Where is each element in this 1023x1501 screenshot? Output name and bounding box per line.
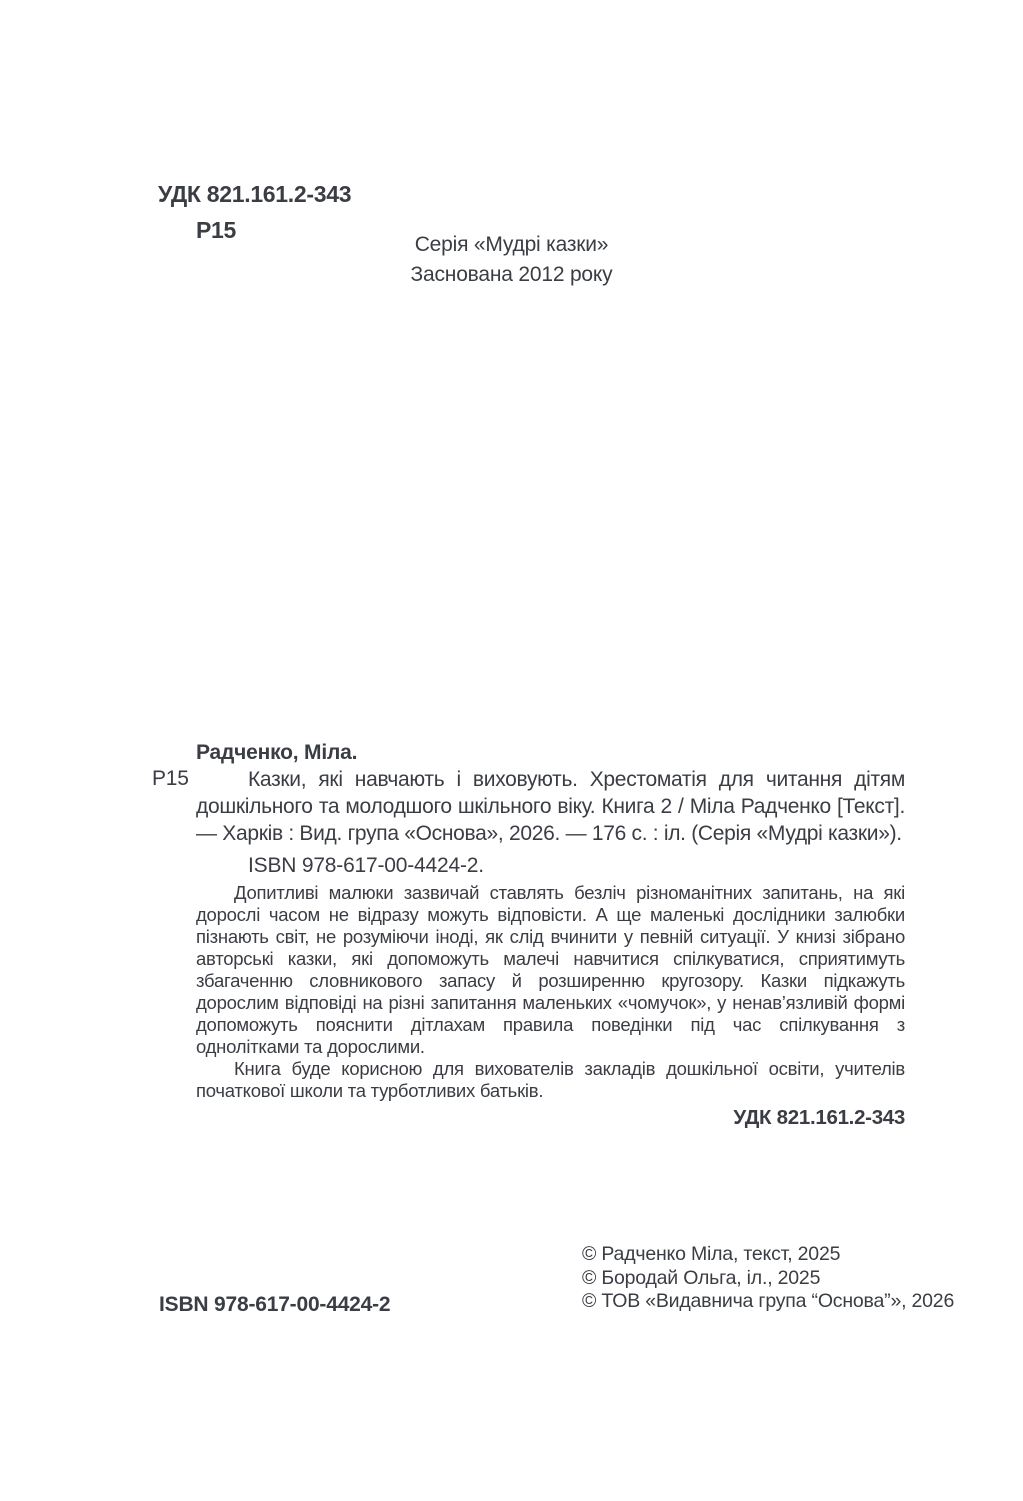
udc-classification-bottom: УДК 821.161.2-343 [733,1106,905,1129]
catalog-card [196,739,905,1130]
author-sign-top: Р15 [196,217,237,243]
series-block [0,230,1023,290]
annotation-paragraph-2: Книга буде корисною для вихователів закладів дошкільної освіти, учителів початкової школи та турботливих батьків. [196,1058,905,1101]
isbn-card-line: ISBN 978-617-00-4424-2. [248,854,484,877]
author-heading: Радченко, Міла. [196,741,358,764]
bibliographic-description: Казки, які навчають і виховують. Хрестоматія для читання дітям дошкільного та молодшого шкільного віку. Книга 2 / Міла Радченко [Текст]. — Харків : Вид. група «Основа», 2026. — 176 с. : іл. (Серія «Мудрі казки»). [196,768,905,845]
copyright-illustrator: © Бородай Ольга, іл., 2025 [582,1266,821,1289]
copyright-publisher: © ТОВ «Видавнича група “Основа”», 2026 [582,1290,955,1312]
annotation-paragraph-1: Допитливі малюки зазвичай ставлять безліч різноманітних запитань, на які дорослі часом не відразу можуть відповісти. А ще маленькі дослідники залюбки пізнають світ, не розуміючи іноді, як слід вчинити у певній ситуації. У книзі зібрано авторські казки, які допоможуть малечі навчитися спілкуватися, сприятимуть збагаченню словникового запасу й розширенню кругозору. Казки підкажуть дорослим відповіді на різні запитання маленьких «чомучок», у ненав’язливій формі допоможуть пояснити дітлахам правила поведінки під час спілкування з однолітками та дорослими. [196,882,905,1057]
udc-classification-top: УДК 821.161.2-343 [158,181,352,207]
author-sign-margin: Р15 [152,767,189,790]
series-title: Серія «Мудрі казки» [414,233,609,256]
copyright-author-text: © Радченко Міла, текст, 2025 [582,1243,841,1265]
annotation [196,882,905,1102]
copyright-block [582,1243,954,1314]
isbn-imprint: ISBN 978-617-00-4424-2 [159,1293,391,1316]
series-founded: Заснована 2012 року [410,263,613,286]
